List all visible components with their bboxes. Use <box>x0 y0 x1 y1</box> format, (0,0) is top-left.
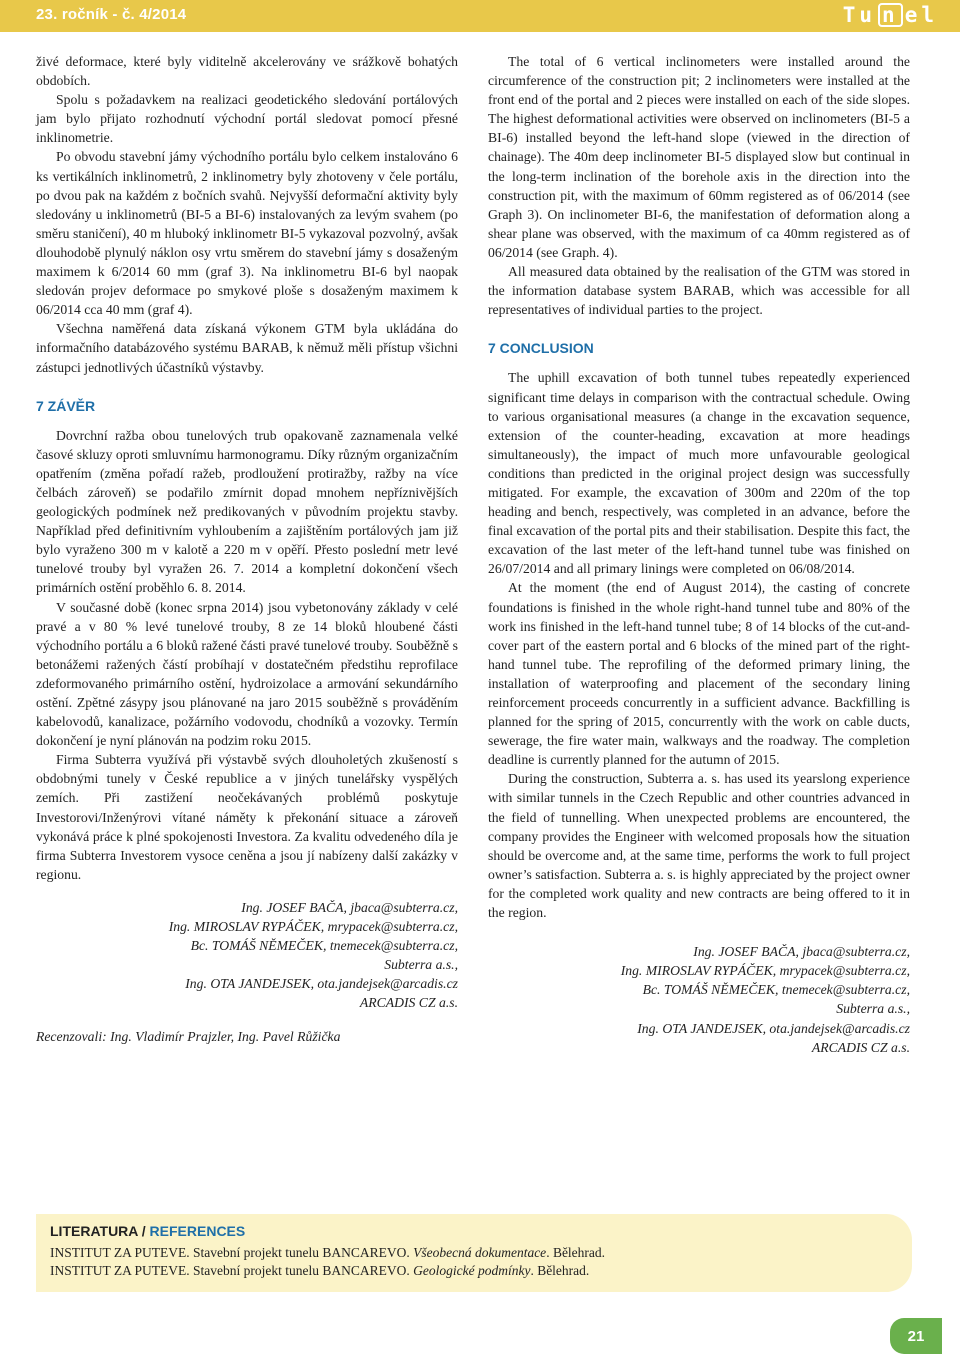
section-heading: 7 ZÁVĚR <box>36 397 96 414</box>
paragraph: Firma Subterra využívá při výstavbě svých dlouholetých zkušeností s obdobnými tunely v České republice a v jiných tunelářsky vyspělých zemích. Při zastižení neočekávaných problémů poskytuje Investorovi/Inženýrovi vítané náměty k překonání situace a zároveň vykonává práce k plné spokojenosti Investora. Za kvalitu odvedeného díla je firma Subterra Investorem vysoce ceněna a jsou jí nabízeny další zakázky v regionu. <box>36 752 458 882</box>
author-line: Subterra a.s., <box>836 1001 910 1017</box>
authors-block <box>488 942 910 1057</box>
paragraph: At the moment (the end of August 2014), the casting of concrete foundations is finished in the whole right-hand tunnel tube and 80% of the work ins finished in the left-hand tunnel tube; 8 of 14 blocks of the cut-and-cover part of the eastern portal and 6 blocks of the mined part of the right-hand tunnel tube. The reprofiling of the deformed primary lining, the installation of waterproofing and placement of the secondary lining reinforcement proceeds concurrently in a sufficient advance. Backfilling is planned for the spring of 2015, concurrently with the work on cable ducts, sewerage, the fire water main, walkways and the roadway. The completion deadline is currently planned for the autumn of 2015. <box>488 580 910 768</box>
author-line: Ing. JOSEF BAČA, jbaca@subterra.cz, <box>693 944 910 960</box>
references-title-cz: LITERATURA / <box>50 1223 146 1239</box>
author-line: Ing. JOSEF BAČA, jbaca@subterra.cz, <box>241 899 458 915</box>
paragraph: Po obvodu stavební jámy východního portálu bylo celkem instalováno 6 ks vertikálních inklinometrů, 2 inklinometry byly zhotoveny v čele portálu, po dvou pak na každém z bočních svahů. Nejvyšší deformační aktivity byly sledovány u inklinometrů (BI-5 a BI-6) instalovaných za levým svahem (po směru staničení), 40 m hluboký inklinometr BI-5 vykazoval pozvolný, avšak dlouhodobě plynulý náklon osy vrtu směrem do stavební jámy s dosaženým maximem k 6/2014 60 mm (graf 3). Na inklinometru BI-6 byl naopak sledován projev deformace po smykové ploše s dosaženým maximem k 06/2014 cca 40 mm (graf 4). <box>36 149 458 318</box>
reviewers-line: Recenzovali: Ing. Vladimír Prajzler, Ing. Pavel Růžička <box>36 1028 341 1044</box>
author-line: Ing. OTA JANDEJSEK, ota.jandejsek@arcadis.cz <box>637 1020 910 1036</box>
paragraph: The uphill excavation of both tunnel tubes repeatedly experienced significant time delays in comparison with the contractual schedule. Owing to various organisational measures (a change in the excavation sequence, extension of the counter-heading, excavation at more headings simultaneously), the impact of much more unfavourable geological conditions than predicted in the original project design was successfully mitigated. For example, the excavation of 300m and 220m of the top heading and bench, respectively, was completed in an advance, before the final excavation of the portal pits and their stabilisation. Despite this fact, the excavation of the last meter of the left-hand tunnel tube was finished on 26/07/2014 and all primary linings were completed on 06/08/2014. <box>488 370 910 577</box>
paragraph: During the construction, Subterra a. s. has used its yearslong experience with similar tunnels in the Czech Republic and other countries advanced in the field of tunnelling. When unexpected problems are encountered, the company provides the Engineer with welcomed proposals how the situation should be overcome and, at the same time, performs the work to full project owner’s satisfaction. Subterra a. s. is highly appreciated by the project owner for the completed work quality and new contracts are being offered to it in the region. <box>488 771 910 921</box>
paragraph: Všechna naměřená data získaná výkonem GTM byla ukládána do informačního databázového systému BARAB, k němuž měli přístup všichni zástupci jednotlivých účastníků výstavby. <box>36 321 458 375</box>
issue-label: 23. ročník - č. 4/2014 <box>36 6 187 23</box>
reference-item <box>50 1262 912 1280</box>
paragraph: All measured data obtained by the realisation of the GTM was stored in the information database system BARAB, which was accessible for all representatives of individual parties to the project. <box>488 264 910 318</box>
paragraph: Spolu s požadavkem na realizaci geodetického sledování portálových jam bylo přijato rozhodnutí východní portál sledovat pomocí přesné inklinometrie. <box>36 92 458 146</box>
references-title <box>50 1222 912 1240</box>
author-line: ARCADIS CZ a.s. <box>359 995 458 1011</box>
authors-block <box>36 898 458 1013</box>
author-line: Ing. MIROSLAV RYPÁČEK, mrypacek@subterra.cz, <box>168 919 458 935</box>
author-line: Ing. OTA JANDEJSEK, ota.jandejsek@arcadis.cz <box>185 976 458 992</box>
section-heading: 7 CONCLUSION <box>488 340 594 357</box>
paragraph: Dovrchní ražba obou tunelových trub opakovaně zaznamenala velké časové skluzy oproti smluvnímu harmonogramu. Díky různým organizačním opatřením (změna pořadí ražeb, prodloužení protiražby, ražby na více čelbách zároveň) se podařilo zmírnit dopad mnohem nepříznivějších geologických podmínek než predikovaných v původním projektu stavby. Například před definitivním vyhloubením a zajištěním portálových jam již bylo vyraženo 300 m v kalotě a 220 m v opěří. Přesto poslední metr levé tunelové trouby byl vyražen 26. 7. 2014 a kompletní dokončení všech primárních ostění proběhlo 6. 8. 2014. <box>36 427 458 596</box>
paragraph: živé deformace, které byly viditelně akcelerovány ve srážkově bohatých obdobích. <box>36 54 458 89</box>
author-line: Bc. TOMÁŠ NĚMEČEK, tnemecek@subterra.cz, <box>642 982 910 998</box>
author-line: Subterra a.s., <box>384 957 458 973</box>
references-box <box>36 1214 912 1292</box>
logo-text-mid: n <box>878 3 903 27</box>
logo-text-right: el <box>904 3 938 27</box>
tunel-logo <box>843 3 938 27</box>
english-column <box>488 52 910 1057</box>
page-number: 21 <box>890 1318 942 1354</box>
reference-tail: . Bělehrad. <box>546 1245 606 1260</box>
logo-text-left: Tu <box>842 3 877 27</box>
reference-text: INSTITUT ZA PUTEVE. Stavební projekt tunelu BANCAREVO. <box>50 1245 414 1260</box>
reference-tail: . Bělehrad. <box>530 1263 590 1278</box>
references-title-en: REFERENCES <box>149 1223 246 1239</box>
reference-title: Všeobecná dokumentace <box>413 1245 547 1260</box>
page-header <box>0 0 960 32</box>
author-line: ARCADIS CZ a.s. <box>811 1039 910 1055</box>
czech-column <box>36 52 458 1046</box>
author-line: Ing. MIROSLAV RYPÁČEK, mrypacek@subterra.cz, <box>620 963 910 979</box>
paragraph: V současné době (konec srpna 2014) jsou vybetonovány základy v celé pravé a v 80 % levé tunelové trouby, 8 ze 14 bloků hloubené části východního portálu a 6 bloků ražené části pravé tunelové trouby. Souběžně s betonážemi ražených částí probíhají v dostatečném předstihu reprofilace zdeformovaného primárního ostění, hydroizolace a armování sekundárního ostění. Zpětné zásypy jsou plánované na jaro 2015 souběžně s prováděním kabelovodů, kanalizace, požárního vodovodu, chodníků a vozovky. Termín dokončení je nyní plánován na podzim roku 2015. <box>36 599 458 749</box>
reference-item <box>50 1244 912 1262</box>
reference-title: Geologické podmínky <box>413 1263 531 1278</box>
author-line: Bc. TOMÁŠ NĚMEČEK, tnemecek@subterra.cz, <box>190 938 458 954</box>
paragraph: The total of 6 vertical inclinometers were installed around the circumference of the construction pit; 2 inclinometers were installed at the front end of the portal and 2 pieces were installed on each of the side slopes. The highest deformational activities were observed on inclinometers (BI-5 a BI-6) installed beyond the left-hand slope (viewed in the direction of chainage). The 40m deep inclinometer BI-5 displayed slow but continual in the long-term inclination of the borehole axis in the direction into the construction pit, with the maximum of 60mm registered as of 06/2014 (see Graph 3). On inclinometer BI-6, the manifestation of deformation along a shear plane was observed, with the maximum of ca 40mm registered as of 06/2014 (see Graph. 4). <box>488 54 910 260</box>
reference-text: INSTITUT ZA PUTEVE. Stavební projekt tunelu BANCAREVO. <box>50 1263 414 1278</box>
